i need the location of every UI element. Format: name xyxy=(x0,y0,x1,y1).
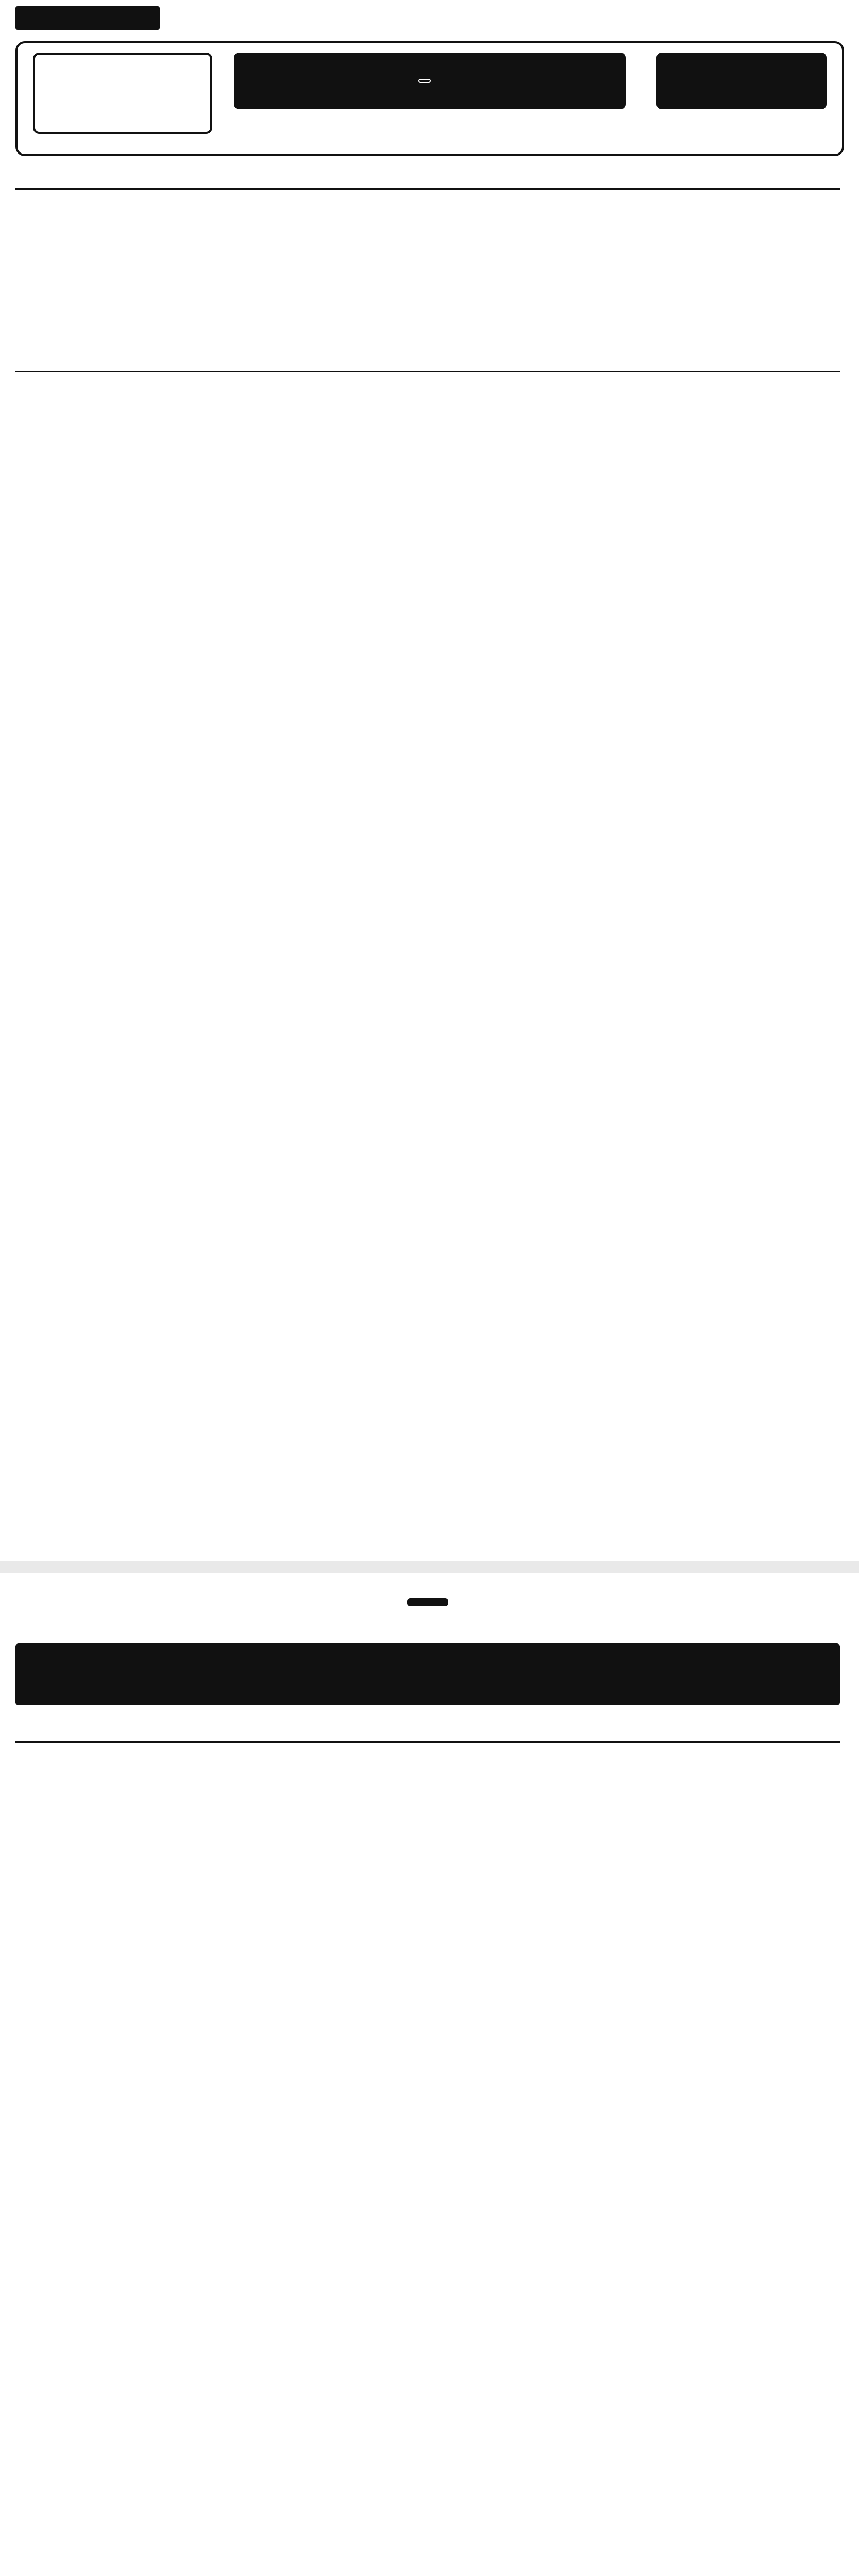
board-title xyxy=(234,53,626,109)
objective-meta xyxy=(15,192,840,212)
ornament-tag xyxy=(319,1582,536,1623)
subjective-meta xyxy=(15,1747,840,1777)
year-box xyxy=(33,53,212,134)
page-separator xyxy=(0,1561,859,1573)
divider xyxy=(15,371,840,372)
roll-number-row-2 xyxy=(15,1716,840,1740)
subject-tag-2 xyxy=(407,1598,448,1606)
pattern-note xyxy=(234,121,827,143)
group-badge xyxy=(418,79,431,83)
divider xyxy=(15,1741,840,1743)
paper-number xyxy=(656,53,827,109)
board-bar xyxy=(15,1643,840,1705)
page-two xyxy=(0,1577,859,2576)
subject-tag xyxy=(15,6,160,30)
header-banner xyxy=(15,41,844,156)
roll-number-row xyxy=(15,162,840,187)
divider xyxy=(15,188,840,190)
